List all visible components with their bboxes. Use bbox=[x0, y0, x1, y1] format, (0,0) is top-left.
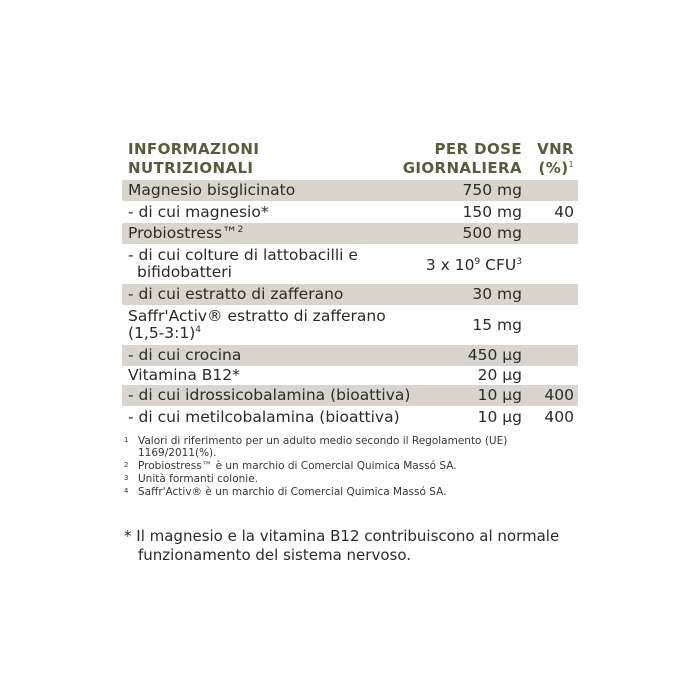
row-value: 10 µg bbox=[477, 386, 522, 404]
row-value: 750 mg bbox=[462, 181, 522, 199]
row-value: 500 mg bbox=[462, 224, 522, 242]
header-col3-line1: VNR bbox=[537, 140, 574, 158]
footnote-text: Valori di riferimento per un adulto medio secondo il Regolamento (UE) bbox=[138, 435, 508, 447]
table-row bbox=[122, 305, 578, 345]
table-header bbox=[122, 136, 578, 180]
header-daily-dose bbox=[403, 140, 522, 178]
row-value-exp: 9 bbox=[474, 257, 481, 267]
footnote-number: 1 bbox=[124, 436, 129, 444]
footnote-text: Unità formanti colonie. bbox=[138, 473, 258, 485]
table-body bbox=[122, 180, 578, 428]
health-claim-line1: * Il magnesio e la vitamina B12 contribuiscono al normale bbox=[124, 527, 560, 545]
row-value bbox=[426, 257, 522, 274]
row-value: 150 mg bbox=[462, 203, 522, 221]
header-col3-sup: 1 bbox=[568, 160, 574, 169]
row-value: 450 µg bbox=[467, 346, 522, 364]
row-name: - di cui crocina bbox=[128, 346, 242, 364]
header-col2-line1: PER DOSE bbox=[434, 140, 522, 158]
row-name-text: Probiostress™ bbox=[128, 224, 238, 242]
row-name-line1: - di cui colture di lattobacilli e bbox=[128, 246, 358, 264]
footnote bbox=[124, 460, 564, 472]
row-name: Magnesio bisglicinato bbox=[128, 181, 296, 199]
row-name-line2: bifidobatteri bbox=[137, 263, 232, 281]
table-row bbox=[122, 244, 578, 284]
footnote-number: 2 bbox=[124, 461, 129, 469]
row-vnr: 40 bbox=[554, 203, 574, 221]
footnote bbox=[124, 473, 564, 485]
health-claim bbox=[124, 527, 584, 565]
row-value-base: 3 x 10 bbox=[425, 256, 475, 274]
row-name: - di cui idrossicobalamina (bioattiva) bbox=[128, 386, 411, 404]
row-name: - di cui estratto di zafferano bbox=[128, 285, 344, 303]
row-vnr: 400 bbox=[544, 386, 574, 404]
row-value: 15 mg bbox=[472, 316, 522, 334]
row-name-line1: Saffr'Activ® estratto di zafferano bbox=[128, 307, 386, 325]
header-col3-line2 bbox=[537, 159, 574, 178]
row-name: - di cui metilcobalamina (bioattiva) bbox=[128, 408, 400, 426]
footnote-text: Probiostress™ è un marchio di Comercial Quimica Massó SA. bbox=[138, 460, 457, 472]
health-claim-line2: funzionamento del sistema nervoso. bbox=[138, 546, 412, 564]
row-value: 10 µg bbox=[477, 408, 522, 426]
row-name-line2-text: (1,5-3:1) bbox=[128, 324, 196, 342]
row-name bbox=[128, 225, 243, 242]
footnote-number: 4 bbox=[124, 487, 129, 495]
row-value: 20 µg bbox=[477, 366, 522, 384]
nutrition-table bbox=[122, 136, 578, 426]
table-row bbox=[122, 180, 578, 201]
footnotes bbox=[124, 435, 564, 499]
footnote bbox=[124, 435, 564, 459]
row-value: 30 mg bbox=[472, 285, 522, 303]
row-name bbox=[128, 308, 386, 342]
row-name-line2 bbox=[128, 325, 386, 342]
footnote bbox=[124, 486, 564, 498]
header-nutrition-info bbox=[128, 140, 259, 178]
row-value-unit: CFU bbox=[480, 256, 517, 274]
footnote-text-line2: 1169/2011(%). bbox=[138, 447, 217, 459]
table-row bbox=[122, 345, 578, 366]
header-vnr bbox=[537, 140, 574, 178]
row-name-sup: 4 bbox=[195, 325, 202, 335]
row-vnr: 400 bbox=[544, 408, 574, 426]
table-row bbox=[122, 385, 578, 406]
header-col1-line1: INFORMAZIONI bbox=[128, 140, 260, 158]
table-row bbox=[122, 406, 578, 428]
row-name bbox=[128, 247, 358, 281]
table-row bbox=[122, 284, 578, 305]
header-col2-line2: GIORNALIERA bbox=[402, 159, 522, 177]
header-col3-text: (%) bbox=[538, 159, 569, 177]
row-name: Vitamina B12* bbox=[128, 366, 240, 384]
table-row bbox=[122, 223, 578, 244]
header-col1-line2: NUTRIZIONALI bbox=[128, 159, 254, 177]
row-name-sup: 2 bbox=[237, 225, 244, 235]
row-value-sup: 3 bbox=[516, 257, 522, 267]
table-row bbox=[122, 201, 578, 223]
footnote-text: Saffr'Activ® è un marchio di Comercial Quimica Massó SA. bbox=[138, 486, 447, 498]
footnote-number: 3 bbox=[124, 474, 129, 482]
table-row bbox=[122, 366, 578, 385]
row-name: - di cui magnesio* bbox=[128, 203, 269, 221]
